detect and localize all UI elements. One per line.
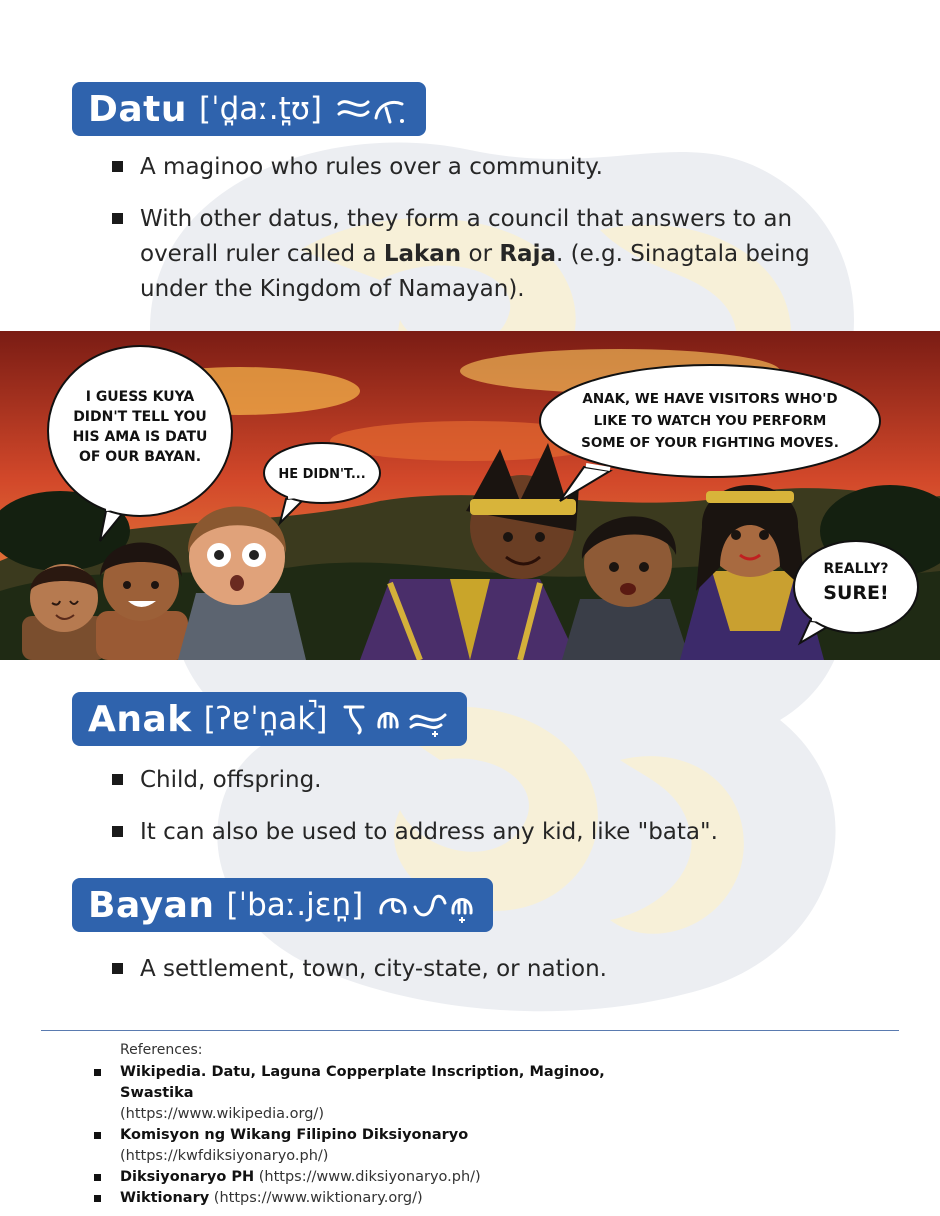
bullet-square-icon bbox=[112, 826, 123, 837]
character-boy-smiling bbox=[96, 543, 188, 661]
list-item bbox=[0, 202, 830, 307]
term-header-bayan bbox=[72, 878, 493, 932]
reference-item: Wikipedia. Datu, Laguna Copperplate Inscription, Maginoo, Swastika (https://www.wikipedia.org/) bbox=[0, 1062, 640, 1125]
divider bbox=[41, 1030, 899, 1031]
svg-text:ANAK, WE HAVE VISITORS WHO'DLI bbox=[581, 391, 839, 451]
bullet-square-icon bbox=[112, 774, 123, 785]
svg-text:REALLY?SURE! bbox=[823, 561, 888, 604]
bubble-line: OF OUR BAYAN. bbox=[78, 449, 202, 465]
references-label: References: bbox=[120, 1042, 203, 1058]
bold-term: Lakan bbox=[383, 241, 462, 267]
bullet-text: or bbox=[461, 241, 500, 267]
baybayin-bayan-glyph bbox=[377, 887, 477, 923]
list-item bbox=[0, 815, 830, 850]
anak-bullets bbox=[0, 763, 830, 867]
baybayin-datu-glyph bbox=[336, 94, 410, 124]
term-ipa: [ˈbaː.jɛn̪] bbox=[226, 887, 364, 923]
bubble-line: DIDN'T TELL YOU bbox=[73, 409, 207, 425]
list-item bbox=[0, 763, 830, 798]
bullet-square-icon bbox=[112, 161, 123, 172]
list-item bbox=[0, 150, 830, 185]
bullet-square-icon bbox=[94, 1132, 101, 1139]
bullet-square-icon bbox=[94, 1174, 101, 1181]
bubble-line: SOME OF YOUR FIGHTING MOVES. bbox=[581, 435, 839, 451]
term-word: Anak bbox=[88, 698, 192, 740]
reference-item: Diksiyonaryo PH (https://www.diksiyonaryo.ph/) bbox=[0, 1167, 640, 1188]
bubble-line: I GUESS KUYA bbox=[85, 389, 195, 405]
bullet-text: . (e.g. Sinagtala being under the Kingdom of Namayan). bbox=[140, 241, 810, 302]
term-ipa: [ˈd̪aː.t̪ʊ] bbox=[199, 91, 323, 127]
baybayin-anak-glyph bbox=[341, 701, 451, 737]
term-word: Datu bbox=[88, 88, 188, 130]
bubble-line: HE DIDN'T... bbox=[278, 467, 366, 482]
bubble-line: SURE! bbox=[823, 582, 889, 604]
bold-term: Raja bbox=[499, 241, 556, 267]
svg-text:HE DIDN'T... bbox=[278, 467, 365, 482]
references-list bbox=[0, 1062, 640, 1209]
term-word: Bayan bbox=[88, 884, 215, 926]
bullet-square-icon bbox=[94, 1195, 101, 1202]
bubble-line: LIKE TO WATCH YOU PERFORM bbox=[593, 413, 827, 429]
bubble-line: REALLY? bbox=[823, 561, 889, 577]
bullet-text: A settlement, town, city-state, or nation. bbox=[140, 956, 607, 982]
term-header-anak bbox=[72, 692, 467, 746]
term-ipa: [ʔɐˈn̪ak̚] bbox=[203, 701, 328, 737]
bayan-bullets bbox=[0, 952, 830, 1004]
bullet-square-icon bbox=[112, 213, 123, 224]
comic-panel bbox=[0, 331, 940, 660]
datu-bullets bbox=[0, 150, 830, 324]
bullet-square-icon bbox=[94, 1069, 101, 1076]
list-item bbox=[0, 952, 830, 987]
reference-item: Wiktionary (https://www.wiktionary.org/) bbox=[0, 1188, 640, 1209]
bullet-square-icon bbox=[112, 963, 123, 974]
reference-item: Komisyon ng Wikang Filipino Diksiyonaryo (https://kwfdiksiyonaryo.ph/) bbox=[0, 1125, 640, 1167]
bullet-text: A maginoo who rules over a community. bbox=[140, 154, 603, 180]
term-header-datu bbox=[72, 82, 426, 136]
bullet-text: With other datus, they form a council that answers to an overall ruler called a bbox=[140, 206, 793, 267]
bullet-text: It can also be used to address any kid, like "bata". bbox=[140, 819, 718, 845]
bullet-text: Child, offspring. bbox=[140, 767, 322, 793]
bubble-line: HIS AMA IS DATU bbox=[72, 429, 208, 445]
bubble-line: ANAK, WE HAVE VISITORS WHO'D bbox=[582, 391, 838, 407]
